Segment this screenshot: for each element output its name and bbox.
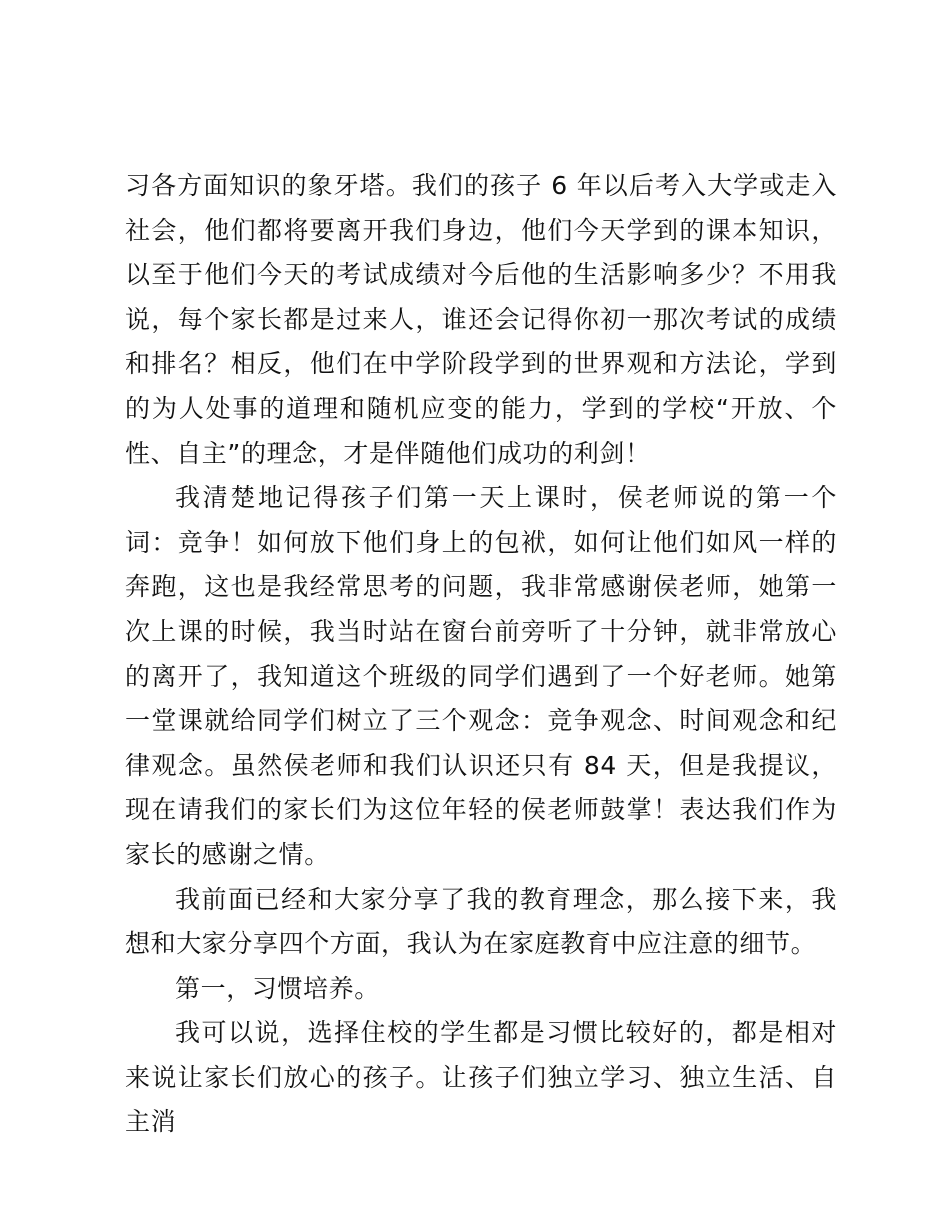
paragraph-5: 我可以说，选择住校的学生都是习惯比较好的，都是相对来说让家长们放心的孩子。让孩子们独立学习、独立生活、自主消 bbox=[125, 1018, 837, 1137]
document-page bbox=[125, 164, 837, 1145]
paragraph-1: 习各方面知识的象牙塔。我们的孩子 6 年以后考入大学或走入社会，他们都将要离开我们身边，他们今天学到的课本知识，以至于他们今天的考试成绩对今后他的生活影响多少？不用我说，每个家长都是过来人，谁还会记得你初一那次考试的成绩和排名？相反，他们在中学阶段学到的世界观和方法论，学到的为人处事的道理和随机应变的能力，学到的学校“开放、个性、自主”的理念，才是伴随他们成功的利剑！ bbox=[125, 171, 837, 468]
paragraph-2: 我清楚地记得孩子们第一天上课时，侯老师说的第一个词：竞争！如何放下他们身上的包袱，如何让他们如风一样的奔跑，这也是我经常思考的问题，我非常感谢侯老师，她第一次上课的时候，我当时站在窗台前旁听了十分钟，就非常放心的离开了，我知道这个班级的同学们遇到了一个好老师。她第一堂课就给同学们树立了三个观念：竞争观念、时间观念和纪律观念。虽然侯老师和我们认识还只有 84 天，但是我提议，现在请我们的家长们为这位年轻的侯老师鼓掌！表达我们作为家长的感谢之情。 bbox=[125, 483, 837, 869]
section-heading-habit: 第一，习惯培养。 bbox=[175, 973, 380, 1003]
paragraph-3: 我前面已经和大家分享了我的教育理念，那么接下来，我想和大家分享四个方面，我认为在家庭教育中应注意的细节。 bbox=[125, 884, 837, 959]
